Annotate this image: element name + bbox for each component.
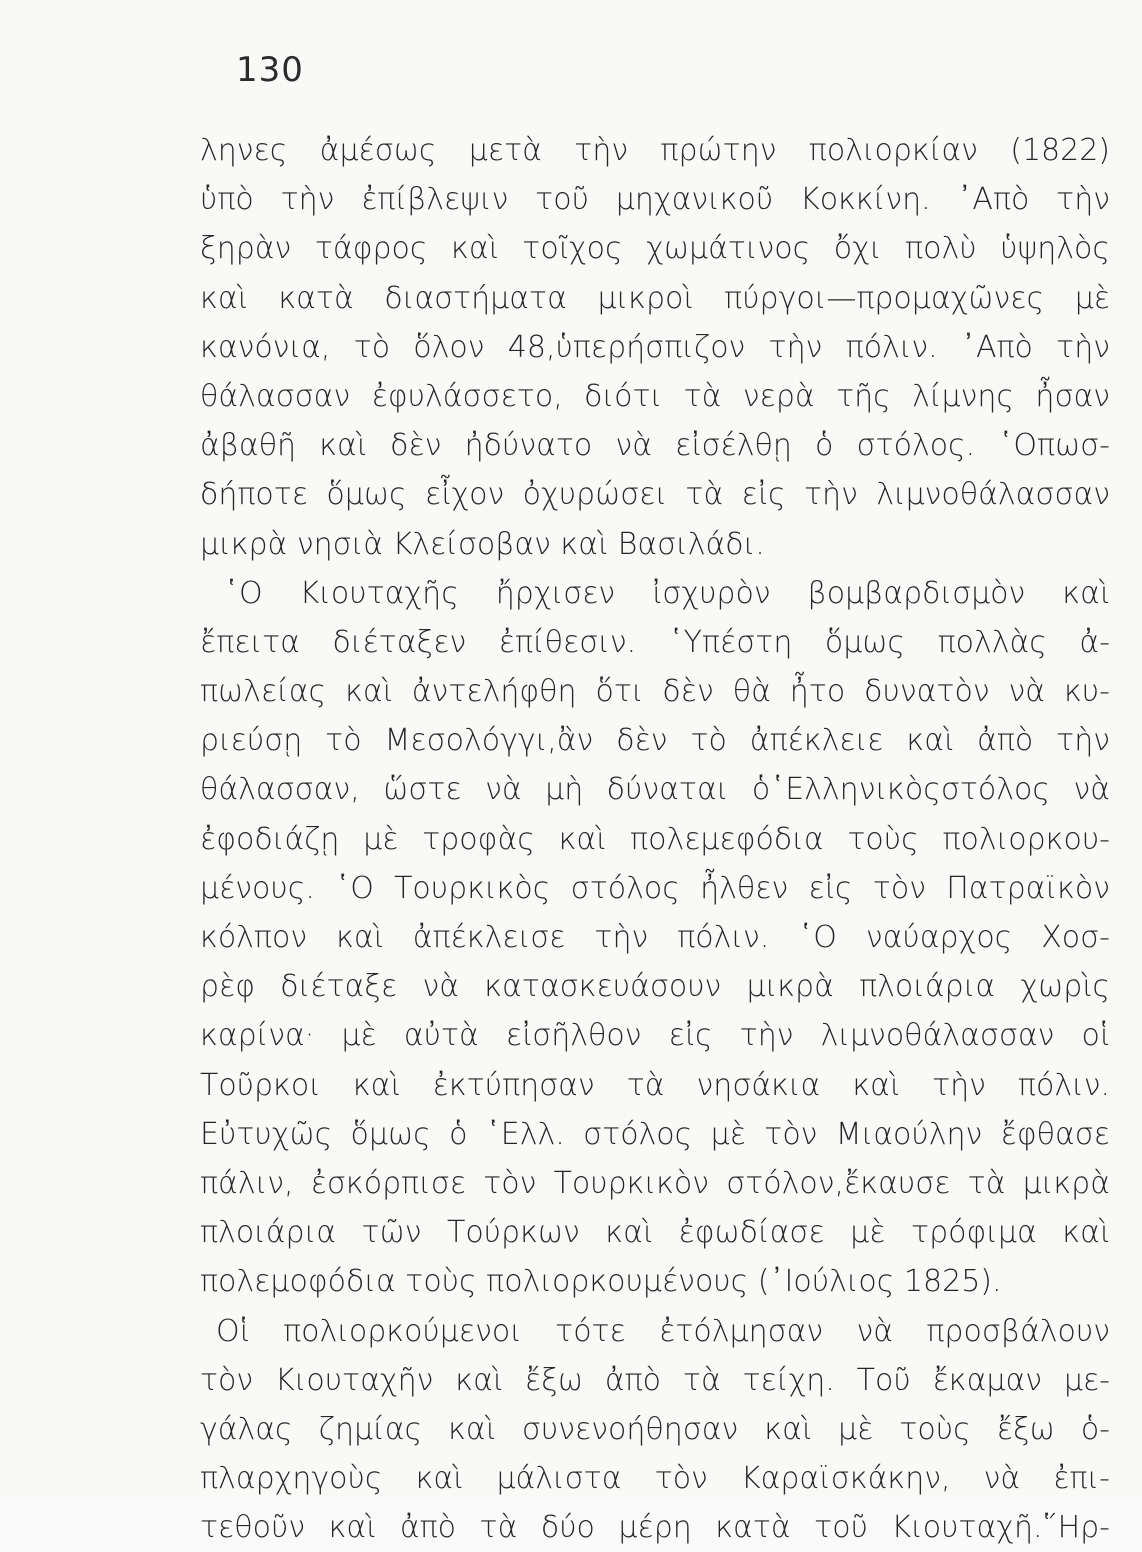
text-line: μένους. ῾Ο Τουρκικὸς στόλος ἦλθεν εἰς τὸν Πατραϊκὸν (200, 870, 1110, 906)
paragraph-start-line: ῾Ο Κιουταχῆς ἤρχισεν ἰσχυρὸν βομβαρδισμὸν καὶ (224, 575, 1110, 611)
text-line: τεθοῦν καὶ ἀπὸ τὰ δύο μέρη κατὰ τοῦ Κιουταχῆ.῞Ηρ- (200, 1510, 1110, 1546)
text-line: Εὐτυχῶς ὅμως ὁ ῾Ελλ. στόλος μὲ τὸν Μιαούλην ἔφθασε (200, 1116, 1110, 1152)
text-line: πλοιάρια τῶν Τούρκων καὶ ἐφωδίασε μὲ τρόφιμα καὶ (200, 1215, 1110, 1251)
text-line: δήποτε ὅμως εἶχον ὀχυρώσει τὰ εἰς τὴν λιμνοθάλασσαν (200, 477, 1110, 513)
text-line: μικρὰ νησιὰ Κλείσοβαν καὶ Βασιλάδι. (200, 526, 765, 562)
text-line: καὶ κατὰ διαστήματα μικροὶ πύργοι—προμαχῶνες μὲ (200, 280, 1110, 316)
text-line: ὑπὸ τὴν ἐπίβλεψιν τοῦ μηχανικοῦ Κοκκίνη. ᾿Απὸ τὴν (200, 182, 1110, 218)
paragraph-start-line: Οἱ πολιορκούμενοι τότε ἐτόλμησαν νὰ προσβάλουν (216, 1313, 1110, 1349)
text-line: γάλας ζημίας καὶ συνενοήθησαν καὶ μὲ τοὺς ἔξω ὁ- (200, 1411, 1110, 1447)
text-line: θάλασσαν, ὥστε νὰ μὴ δύναται ὁ῾Ελληνικὸςστόλος νὰ (200, 772, 1110, 808)
body-text (200, 126, 1110, 1552)
text-line: ρὲφ διέταξε νὰ κατασκευάσουν μικρὰ πλοιάρια χωρὶς (200, 969, 1110, 1005)
text-line: ληνες ἀμέσως μετὰ τὴν πρώτην πολιορκίαν (1822) (200, 133, 1110, 168)
text-line: πλαρχηγοὺς καὶ μάλιστα τὸν Καραϊσκάκην, νὰ ἐπι- (200, 1461, 1110, 1497)
text-line: πολεμοφόδια τοὺς πολιορκουμένους (᾿Ιούλιος 1825). (200, 1264, 1002, 1300)
text-line: ἐφοδιάζῃ μὲ τροφὰς καὶ πολεμεφόδια τοὺς πολιορκου- (200, 821, 1110, 857)
text-line: ξηρὰν τάφρος καὶ τοῖχος χωμάτινος ὄχι πολὺ ὑψηλὸς (200, 231, 1110, 267)
text-line: πάλιν, ἐσκόρπισε τὸν Τουρκικὸν στόλον,ἔκαυσε τὰ μικρὰ (200, 1165, 1110, 1201)
text-line: πωλείας καὶ ἀντελήφθη ὅτι δὲν θὰ ἦτο δυνατὸν νὰ κυ- (200, 674, 1110, 710)
text-line: ἀβαθῆ καὶ δὲν ἠδύνατο νὰ εἰσέλθῃ ὁ στόλος. ῾Οπωσ- (200, 428, 1110, 464)
text-line: τὸν Κιουταχῆν καὶ ἔξω ἀπὸ τὰ τείχη. Τοῦ ἔκαμαν με- (200, 1362, 1110, 1398)
text-line: Τοῦρκοι καὶ ἐκτύπησαν τὰ νησάκια καὶ τὴν πόλιν. (200, 1067, 1110, 1103)
text-line: κόλπον καὶ ἀπέκλεισε τὴν πόλιν. ῾Ο ναύαρχος Χοσ- (200, 920, 1110, 955)
page-number: 130 (236, 50, 304, 90)
text-line: θάλασσαν ἐφυλάσσετο, διότι τὰ νερὰ τῆς λίμνης ἦσαν (200, 378, 1110, 414)
text-line: ἔπειτα διέταξεν ἐπίθεσιν. ῾Υπέστη ὅμως πολλὰς ἀ- (200, 624, 1110, 660)
text-line: καρίνα· μὲ αὐτὰ εἰσῆλθον εἰς τὴν λιμνοθάλασσαν οἱ (200, 1018, 1110, 1054)
text-line: ριεύσῃ τὸ Μεσολόγγι,ἂν δὲν τὸ ἀπέκλειε καὶ ἀπὸ τὴν (200, 723, 1110, 759)
text-line: κανόνια, τὸ ὅλον 48,ὑπερήσπιζον τὴν πόλιν. ᾿Απὸ τὴν (200, 329, 1110, 365)
